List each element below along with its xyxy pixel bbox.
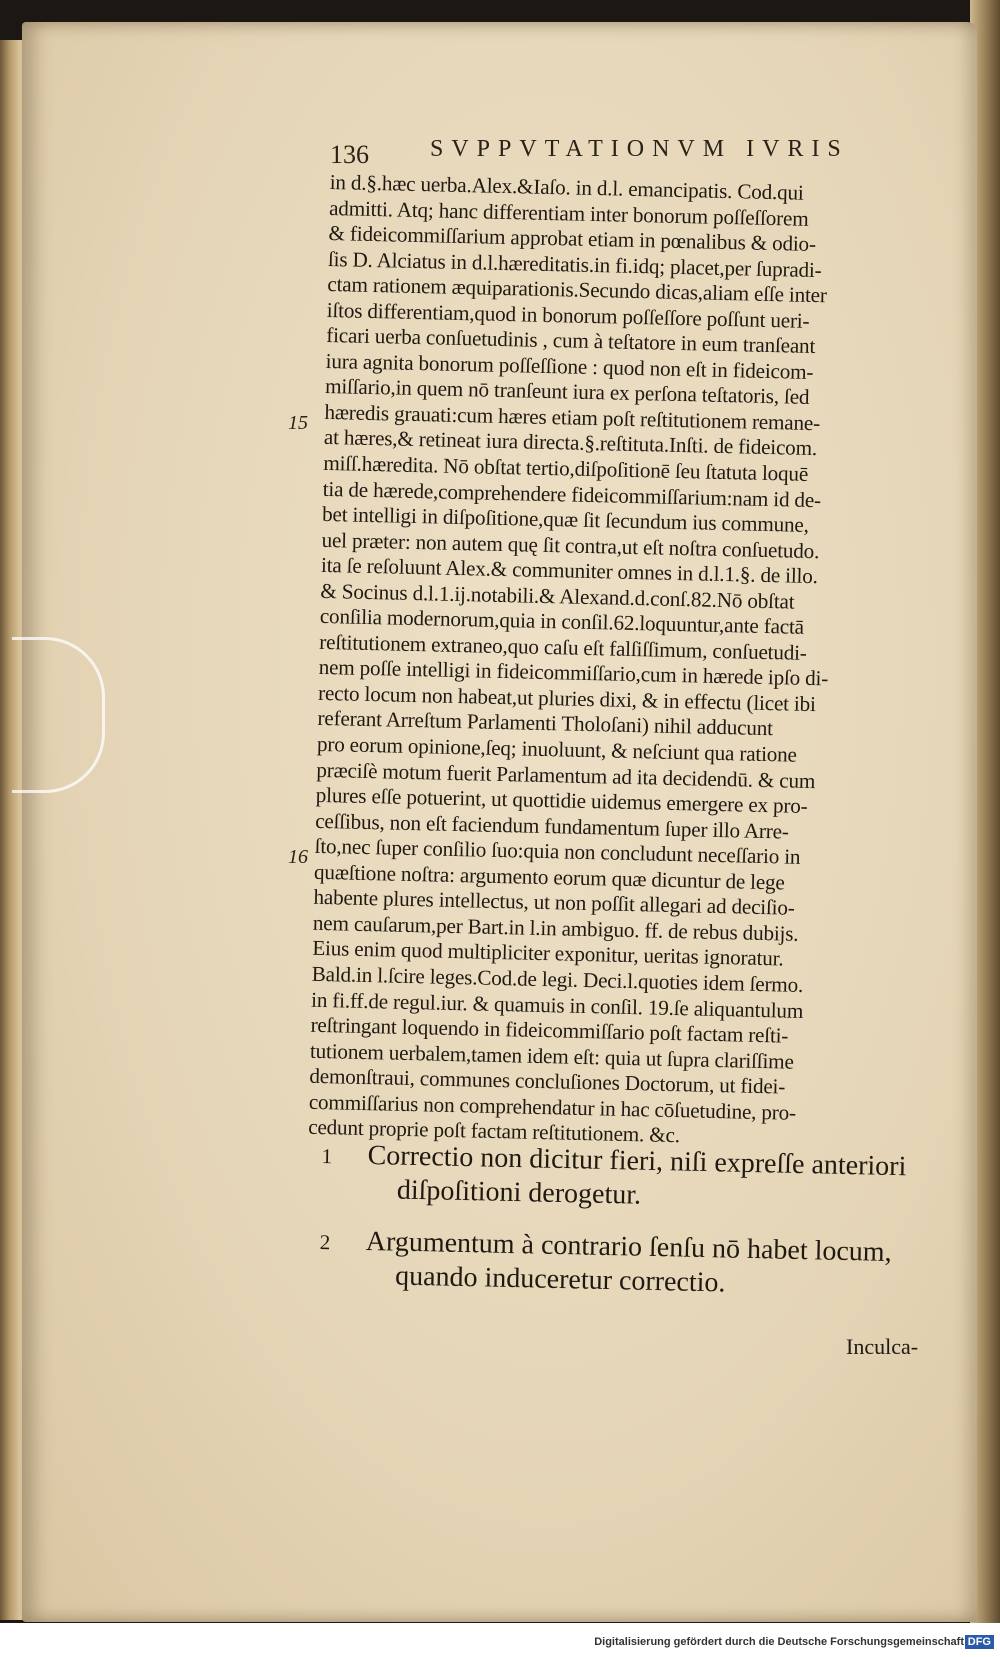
text-line: nem cauſarum,per Bart.in l.in ambiguo. ff. de rebus dubijs. [312,910,799,946]
text-line: ſis D. Alciatus in d.l.hæreditatis.in fi.idq; placet,per ſupradi- [327,246,822,282]
page-number: 136 [330,140,369,169]
summary-notes [318,1138,921,1323]
text-line: ita ſe reſoluunt Alex.& communiter omnes in d.l.1.§. de illo. [320,553,818,589]
text-line: cedunt proprie poſt factam reſtitutionem. &c. [308,1114,681,1148]
note-number: 2 [319,1229,331,1255]
note-line: diſpoſitioni derogetur. [396,1174,642,1211]
note-line: quando induceretur correctio. [394,1260,726,1299]
text-line: hæredis grauati:cum hæres etiam poſt reſtitutionem remane- [324,399,821,436]
text-line: demonſtraui, communes concluſiones Doctorum, ut fidei- [309,1063,786,1099]
note-line: Correctio non dicitur fieri, niſi expreſſe anteriori [367,1139,907,1183]
text-line: pro eorum opinione,ſeq; inuoluunt, & neſciunt qua ratione [316,731,798,767]
text-line: & Socinus d.l.1.ij.notabili.& Alexand.d.conſ.82.Nō obſtat [320,578,795,614]
text-line: at hæres,& retineat iura directa.§.reſtituta.Inſti. de fideicom. [323,425,818,461]
text-line: reſtringant loquendo in fideicommiſſario poſt factam reſti- [310,1012,789,1048]
text-line: referant Arreſtum Parlamenti Tholoſani) nihil adducunt [317,706,774,741]
note-text [365,1225,920,1305]
text-line: admitti. Atq; hanc differentiam inter bonorum poſſeſſorem [328,195,809,231]
text-line: & fideicommiſſarium approbat etiam in pœnalibus & odio- [328,221,817,257]
text-line: recto locum non habeat,ut pluries dixi, & in effectu (licet ibi [317,680,816,717]
text-line: commiſſarius non comprehendatur in hac cōſuetudine, pro- [308,1089,797,1125]
text-line: ceſſibus, non eſt faciendum fundamentum ſuper illo Arre- [314,808,790,844]
note-line: Argumentum à contrario ſenſu nō habet locum, [365,1225,892,1268]
text-line: miſſ.hæredita. Nō obſtat tertio,diſpoſitionē ſeu ſtatuta loquē [323,450,809,486]
catchword: Inculca- [846,1334,919,1359]
text-line: conſilia modernorum,quia in conſil.62.loquuntur,ante factā [319,604,805,640]
note-number: 1 [321,1143,333,1169]
text-line: bet intelligi in diſpoſitione,quæ ſit ſecundum ius commune, [321,502,809,538]
margin-number-16: 16 [288,846,308,868]
body-text [308,170,920,1154]
text-line: habente plures intellectus, ut non poſſit allegari ad deciſio- [313,885,795,921]
text-line: ſto,nec ſuper conſilio ſuo:quia non concludunt neceſſario in [314,834,801,870]
margin-number-15: 15 [288,412,308,434]
text-line: præciſè motum fuerit Parlamentum ad ita decidendū. & cum [316,757,816,793]
note-text [367,1139,922,1219]
summary-note-2 [319,1224,920,1305]
text-line: plures eſſe potuerint, ut quottidie uidemus emergere ex pro- [315,782,808,819]
running-head: SVPPVTATIONVM IVRIS [430,136,849,162]
text-line: Bald.in l.ſcire leges.Cod.de legi. Deci.l.quoties idem ſermo. [311,961,804,997]
footer-credit: Digitalisierung gefördert durch die Deutsche Forschungsgemeinschaft [594,1636,964,1648]
text-line: miſſario,in quem nō tranſeunt iura ex perſona teſtatoris, ſed [324,374,810,410]
text-line: ficari uerba conſuetudinis , cum à teſtatore in eum tranſeant [325,323,816,359]
text-line: tia de hærede,comprehendere fideicommiſſarium:nam id de- [322,476,822,512]
text-line: nem poſſe intelligi in fideicommiſſario,cum in hærede ipſo di- [318,655,829,691]
text-line: ctam rationem æquiparationis.Secundo dicas,aliam eſſe inter [327,272,828,308]
summary-note-1 [321,1138,922,1219]
text-line: Eius enim quod multipliciter exponitur, ueritas ignoratur. [312,936,784,971]
text-line: iura agnita bonorum poſſeſſione : quod non eſt in fideicom- [325,348,814,384]
text-line: iſtos differentiam,quod in bonorum poſſeſſore poſſunt ueri- [326,297,810,333]
digitization-footer [0,1623,1000,1657]
text-line: in d.§.hæc uerba.Alex.&Iaſo. in d.l. emancipatis. Cod.qui [329,170,804,205]
text-line: tutionem uerbalem,tamen idem eſt: quia ut ſupra clariſſime [309,1038,794,1074]
text-line: quæſtione noſtra: argumento eorum quæ dicuntur de lege [313,859,785,895]
page-clip-loop [12,637,105,793]
dfg-logo: DFG [965,1635,994,1649]
text-line: uel præter: non autem quę ſit contra,ut eſt noſtra conſuetudo. [321,527,820,563]
text-line: in fi.ff.de regul.iur. & quamuis in conſil. 19.ſe aliquantulum [310,987,804,1023]
text-line: reſtitutionem extraneo,quo caſu eſt falſiſſimum, conſuetudi- [319,629,807,665]
